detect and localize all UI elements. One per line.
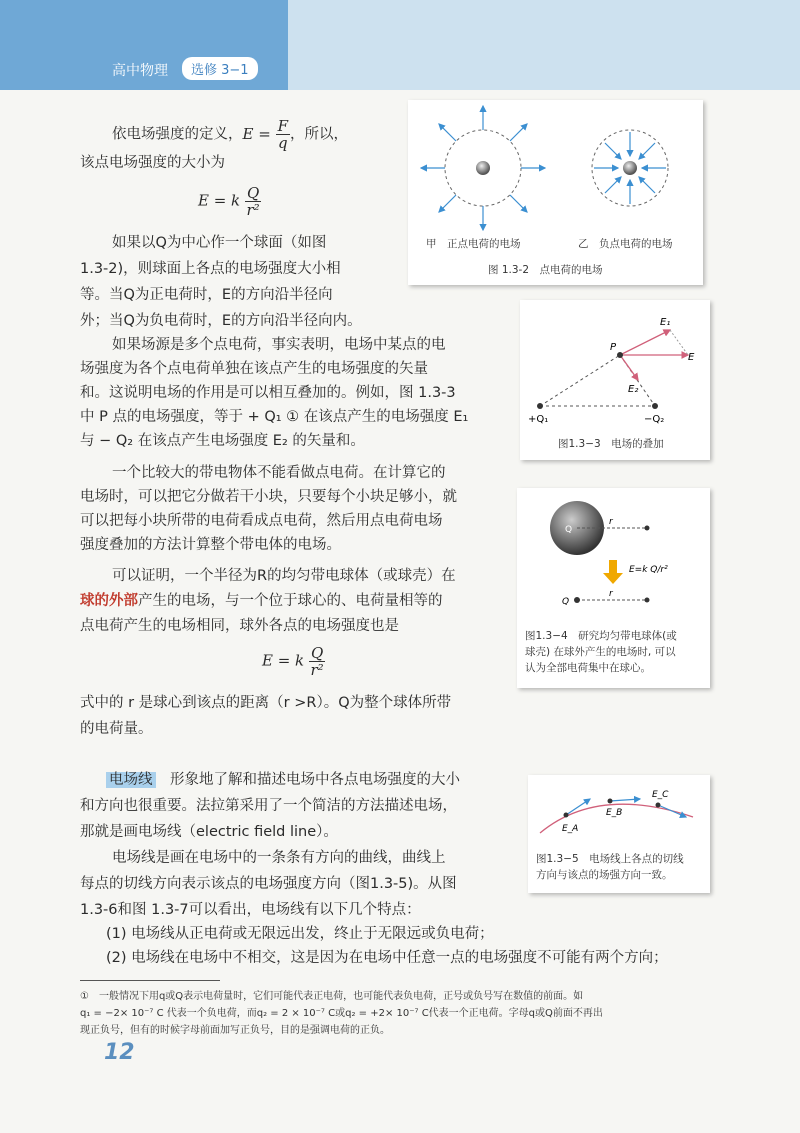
p4-line3: 和。这说明电场的作用是可以相互叠加的。例如，图 1.3-3 — [80, 385, 456, 401]
label-Q-bottom: Q — [562, 597, 570, 607]
p9-line2: 每点的切线方向表示该点的电场强度方向（图1.3-5)。从图 — [80, 876, 457, 892]
p11: (2) 电场线在电场中不相交，这是因为在电场中任意一点的电场强度不可能有两个方向； — [106, 950, 668, 966]
p6-line3: 点电荷产生的电场相同，球外各点的电场强度也是 — [80, 618, 399, 634]
label-Q2: −Q₂ — [644, 414, 665, 425]
figure-1-3-3 — [520, 300, 710, 460]
p6-line1: 可以证明，一个半径为R的均匀带电球体（或球壳）在 — [112, 568, 456, 584]
p5-line4: 强度叠加的方法计算整个带电体的电场。 — [80, 537, 341, 553]
p9-line1: 电场线是画在电场中的一条条有方向的曲线，曲线上 — [112, 850, 446, 866]
label-EA: E_A — [562, 824, 579, 834]
label-r-top: r — [609, 517, 613, 527]
label-EB: E_B — [606, 808, 623, 818]
formula-E-F-q: E = $\frac{F}{q}$ — [242, 117, 288, 152]
p3-line3: 等。当Q为正电荷时，E的方向沿半径向 — [80, 287, 333, 303]
label-E-formula: E=k Q/r² — [629, 565, 668, 575]
label-E2: E₂ — [628, 384, 639, 395]
p6-line2: 球的外部产生的电场，与一个位于球心的、电荷量相等的 — [80, 593, 443, 609]
figure-1-3-5 — [528, 775, 710, 893]
figure-1-3-4-caption-l3: 认为全部电荷集中在球心。 — [525, 662, 651, 674]
volume-badge: 选修 3−1 — [182, 57, 258, 80]
footnote — [80, 988, 730, 1039]
footnote-rule — [80, 980, 220, 981]
figure-1-3-4 — [517, 488, 710, 688]
page-header — [0, 0, 800, 90]
p3-line1: 如果以Q为中心作一个球面（如图 — [112, 235, 327, 251]
p7-line2: 的电荷量。 — [80, 721, 153, 737]
paragraph-2: 该点电场强度的大小为 — [80, 155, 225, 171]
p3-line2: 1.3-2)，则球面上各点的电场强度大小相 — [80, 261, 341, 277]
label-E: E — [688, 352, 695, 363]
p8-line1: 电场线 形象地了解和描述电场中各点电场强度的大小 — [106, 767, 460, 793]
figure-1-3-4-caption-l1: 图1.3−4 研究均匀带电球体(或 — [525, 630, 677, 642]
page-number: 12 — [104, 1040, 135, 1065]
highlight-outside-sphere: 球的外部 — [80, 593, 138, 609]
formula-coulomb-1: E = k $\frac{Q}{\text{r²}}$ — [198, 184, 260, 219]
figure-1-3-4-caption-l2: 球壳) 在球外产生的电场时, 可以 — [525, 646, 676, 658]
p10: (1) 电场线从正电荷或无限远出发，终止于无限远或负电荷； — [106, 926, 494, 942]
p3-line4: 外；当Q为负电荷时，E的方向沿半径向内。 — [80, 313, 362, 329]
label-Q1: +Q₁ — [528, 414, 549, 425]
figure-1-3-3-caption: 图1.3−3 电场的叠加 — [558, 438, 664, 450]
negative-charge-field — [592, 130, 668, 206]
sphere-equivalence-diagram — [517, 488, 710, 618]
p5-line1: 一个比较大的带电物体不能看做点电荷。在计算它的 — [112, 465, 446, 481]
formula-coulomb-2: E = k $\frac{Q}{\text{r²}}$ — [262, 644, 324, 679]
figure-1-3-2-caption: 图 1.3-2 点电荷的电场 — [488, 264, 603, 276]
label-E1: E₁ — [660, 317, 671, 328]
p4-line5: 与 − Q₂ 在该点产生电场强度 E₂ 的矢量和。 — [80, 433, 365, 449]
footnote-line1: ① 一般情况下用q或Q表示电荷量时，它们可能代表正电荷，也可能代表负电荷，正号或负号写在数值的前面。如 — [80, 991, 584, 1002]
point-charge-fields-diagram — [408, 100, 703, 240]
p8-line3: 那就是画电场线（electric field line）。 — [80, 824, 338, 840]
down-arrow-icon — [603, 560, 623, 584]
figure-1-3-5-caption-l2: 方向与该点的场强方向一致。 — [536, 869, 673, 881]
subcaption-positive: 甲 正点电荷的电场 — [426, 238, 521, 250]
label-Q-top: Q — [565, 525, 573, 535]
p4-line2: 场强度为各个点电荷单独在该点产生的电场强度的矢量 — [80, 361, 428, 377]
p4-line1: 如果场源是多个点电荷，事实表明，电场中某点的电 — [112, 337, 446, 353]
p8-line2: 和方向也很重要。法拉第采用了一个简洁的方法描述电场， — [80, 798, 457, 814]
label-EC: E_C — [652, 790, 669, 800]
keyword-field-line: 电场线 — [106, 772, 156, 788]
figure-1-3-5-caption-l1: 图1.3−5 电场线上各点的切线 — [536, 853, 684, 865]
subcaption-negative: 乙 负点电荷的电场 — [578, 238, 673, 250]
p9-line3: 1.3-6和图 1.3-7可以看出，电场线有以下几个特点： — [80, 902, 421, 918]
footnote-line2: q₁ = −2× 10⁻⁷ C 代表一个负电荷，而q₂ = 2 × 10⁻⁷ C或q₂ = +2× 10⁻⁷ C代表一个正电荷。字母q或Q前面不再出 — [80, 1008, 603, 1019]
p5-line3: 可以把每小块所带的电荷看成点电荷，然后用点电荷电场 — [80, 513, 443, 529]
header-band-light — [288, 0, 800, 90]
footnote-line3: 现正负号，但有的时候字母前面加写正负号，目的是强调电荷的正负。 — [80, 1025, 390, 1036]
figure-1-3-2 — [408, 100, 703, 285]
paragraph-1: 依电场强度的定义，E = $\frac{F}{q}$ ，所以， — [112, 117, 348, 152]
label-r-bottom: r — [609, 589, 613, 599]
p5-line2: 电场时，可以把它分做若干小块，只要每个小块足够小，就 — [80, 489, 457, 505]
positive-charge-field — [421, 106, 545, 230]
field-superposition-diagram — [520, 300, 710, 430]
label-P: P — [610, 342, 617, 353]
book-title: 高中物理 — [112, 63, 168, 79]
p7-line1: 式中的 r 是球心到该点的距离（r >R）。Q为整个球体所带 — [80, 695, 452, 711]
p4-line4: 中 P 点的电场强度，等于 + Q₁ ① 在该点产生的电场强度 E₁ — [80, 409, 469, 425]
field-line-tangent-diagram — [528, 775, 710, 845]
